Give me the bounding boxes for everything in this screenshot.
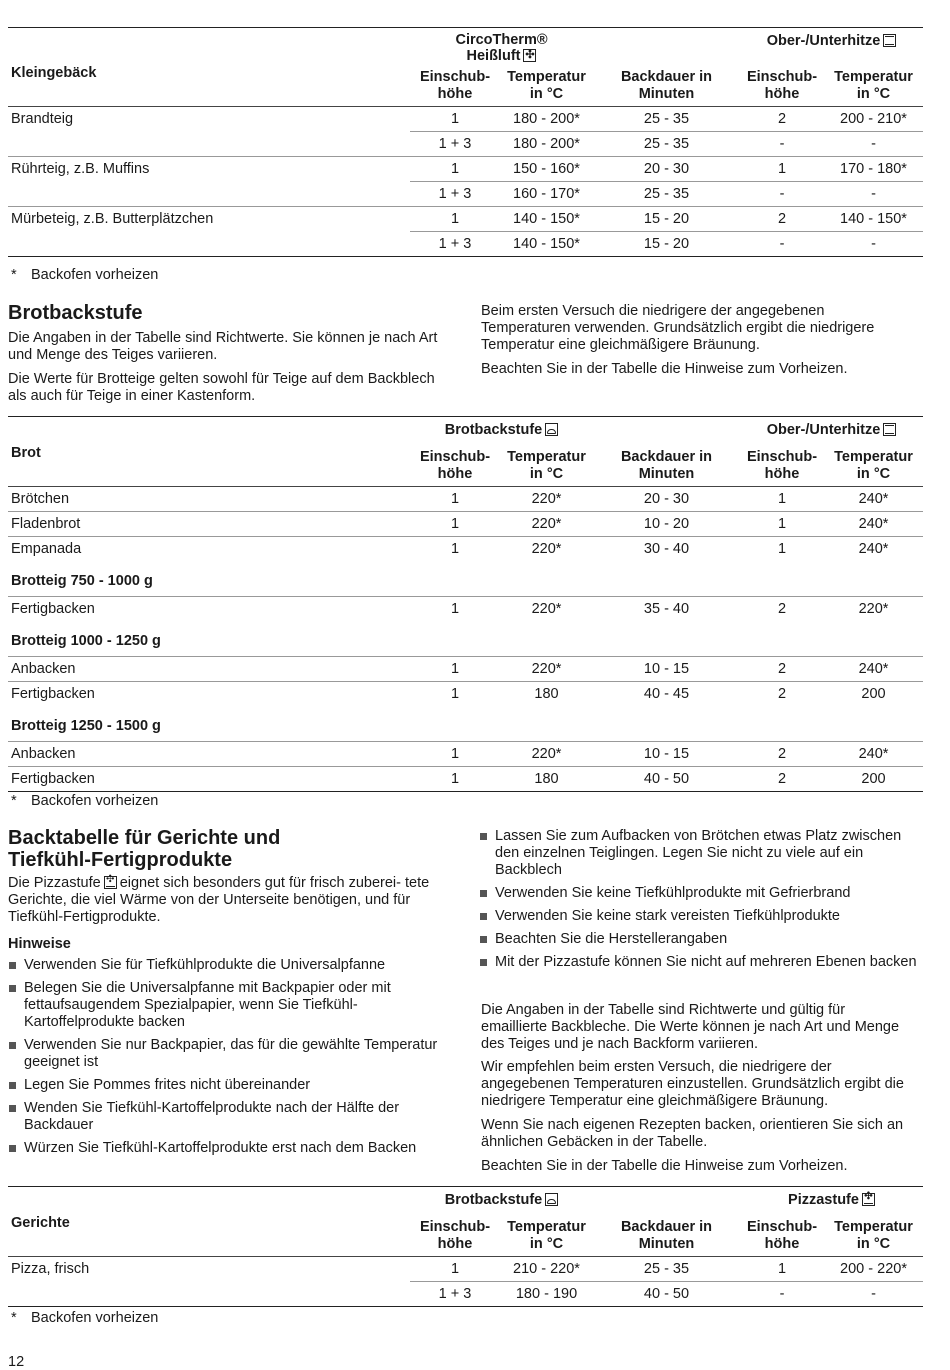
list-item: Verwenden Sie für Tiefkühlprodukte die Universalpfanne <box>8 957 453 974</box>
table-row: 1 + 3 180 - 200* 25 - 35 - - <box>8 132 923 157</box>
table-row: Empanada 1 220* 30 - 40 1 240* <box>8 537 923 562</box>
section-title-gerichte: Backtabelle für Gerichte und Tiefkühl-Fertigprodukte <box>8 827 281 871</box>
col-temperatur: Temperatur in °C <box>824 444 923 487</box>
col-temperatur: Temperatur in °C <box>500 444 593 487</box>
list-item: Belegen Sie die Universalpfanne mit Backpapier oder mit fettaufsaugendem Spezialpapier, wenn Sie Tiefkühl-Kartoffelprodukte backen <box>8 980 453 1031</box>
paragraph: Wir empfehlen beim ersten Versuch, die niedrigere der angegebenen Temperaturen einzustellen. Grundsätzlich ergibt die niedrigere Temperatur eine gleichmäßigere Bräunung. <box>481 1059 904 1109</box>
section-title-brotbackstufe: Brotbackstufe <box>8 302 143 324</box>
list-item: Verwenden Sie keine Tiefkühlprodukte mit Gefrierbrand <box>479 885 919 902</box>
table-row: Mürbeteig, z.B. Butterplätzchen 1 140 - 150* 15 - 20 2 140 - 150* <box>8 207 923 232</box>
table-row: Rührteig, z.B. Muffins 1 150 - 160* 20 - 30 1 170 - 180* <box>8 157 923 182</box>
list-item: Wenden Sie Tiefkühl-Kartoffelprodukte nach der Hälfte der Backdauer <box>8 1100 453 1134</box>
list-item: Mit der Pizzastufe können Sie nicht auf mehreren Ebenen backen <box>479 954 919 971</box>
col-einschub: Einschub- höhe <box>410 1214 500 1257</box>
col-backdauer: Backdauer in Minuten <box>593 64 740 107</box>
group-heading: Brotteig 1000 - 1250 g <box>11 633 161 649</box>
list-item: Verwenden Sie keine stark vereisten Tiefkühlprodukte <box>479 908 919 925</box>
category-header: Brot <box>8 444 410 487</box>
pizzastufe-icon <box>104 876 117 889</box>
pizzastufe-header: Pizzastufe✣ <box>740 1187 923 1215</box>
list-item: Beachten Sie die Herstellerangaben <box>479 931 919 948</box>
group-heading: Brotteig 750 - 1000 g <box>11 573 153 589</box>
ober-unterhitze-header: Ober-/Unterhitze <box>740 28 923 65</box>
col-backdauer: Backdauer in Minuten <box>593 1214 740 1257</box>
paragraph: Beim ersten Versuch die niedrigere der angegebenen Temperaturen verwenden. Grundsätzlich ergibt die niedrigere Temperatur eine gleichmäßigere Bräunung. <box>481 303 875 353</box>
brotbackstufe-icon <box>545 1193 558 1206</box>
table-row: Fertigbacken 1 180 40 - 45 2 200 <box>8 682 923 707</box>
footnote: * Backofen vorheizen <box>11 267 159 283</box>
list-item: Würzen Sie Tiefkühl-Kartoffelprodukte erst nach dem Backen <box>8 1140 453 1157</box>
table-row: Anbacken 1 220* 10 - 15 2 240* <box>8 742 923 767</box>
table-row: Pizza, frisch 1 210 - 220* 25 - 35 1 200 - 220* <box>11 1261 907 1278</box>
hinweise-heading: Hinweise <box>8 936 71 952</box>
table-row: Anbacken 1 220* 10 - 15 2 240* <box>8 657 923 682</box>
paragraph: Beachten Sie in der Tabelle die Hinweise zum Vorheizen. <box>481 1158 848 1174</box>
col-temperatur: Temperatur in °C <box>500 1214 593 1257</box>
col-temperatur: Temperatur in °C <box>824 64 923 107</box>
ober-unterhitze-icon <box>883 34 896 47</box>
paragraph: Beachten Sie in der Tabelle die Hinweise zum Vorheizen. <box>481 361 848 377</box>
list-item: Lassen Sie zum Aufbacken von Brötchen etwas Platz zwischen den einzelnen Teiglingen. Legen Sie nicht zu viele auf ein Backblech <box>479 828 919 879</box>
table-row: Brandteig 1 180 - 200* 25 - 35 2 200 - 210* <box>11 111 907 128</box>
col-backdauer: Backdauer in Minuten <box>593 444 740 487</box>
pizzastufe-icon <box>862 1193 875 1206</box>
hinweise-list-right <box>479 828 919 977</box>
col-einschub: Einschub- höhe <box>410 444 500 487</box>
footnote: * Backofen vorheizen <box>11 1310 159 1326</box>
col-einschub: Einschub- höhe <box>740 64 824 107</box>
ober-unterhitze-header: Ober-/Unterhitze <box>740 417 923 445</box>
paragraph: Die Angaben in der Tabelle sind Richtwerte. Sie können je nach Art und Menge des Teiges variieren. <box>8 330 438 363</box>
table-row: 1 + 3 140 - 150* 15 - 20 - - <box>8 232 923 257</box>
table-row: Brötchen 1 220* 20 - 30 1 240* <box>11 491 889 507</box>
group-heading: Brotteig 1250 - 1500 g <box>11 718 161 734</box>
brot-table <box>8 416 923 792</box>
brotbackstufe-icon <box>545 423 558 436</box>
hinweise-list-left <box>8 957 453 1163</box>
page-number: 12 <box>8 1354 25 1370</box>
col-einschub: Einschub- höhe <box>410 64 500 107</box>
col-temperatur: Temperatur in °C <box>500 64 593 107</box>
col-einschub: Einschub- höhe <box>740 444 824 487</box>
ober-unterhitze-icon <box>883 423 896 436</box>
table-row: Fertigbacken 1 180 40 - 50 2 200 <box>8 767 923 792</box>
brotbackstufe-header: Brotbackstufe <box>410 1187 593 1215</box>
circotherm-header: CircoTherm® Heißluft✣ <box>410 28 593 65</box>
list-item: Legen Sie Pommes frites nicht übereinander <box>8 1077 453 1094</box>
table-row: 1 + 3 180 - 190 40 - 50 - - <box>8 1282 923 1307</box>
brotbackstufe-header: Brotbackstufe <box>410 417 593 445</box>
footnote: * Backofen vorheizen <box>11 793 159 809</box>
list-item: Verwenden Sie nur Backpapier, das für die gewählte Temperatur geeignet ist <box>8 1037 453 1071</box>
heissluft-icon <box>523 49 536 62</box>
table-row: Fertigbacken 1 220* 35 - 40 2 220* <box>8 597 923 622</box>
paragraph: Wenn Sie nach eigenen Rezepten backen, orientieren Sie sich an ähnlichen Gebäcken in der Tabelle. <box>481 1117 904 1150</box>
paragraph: Die Werte für Brotteige gelten sowohl für Teige auf dem Backblech als auch für Teige in einer Kastenform. <box>8 371 435 404</box>
category-header: Gerichte <box>8 1214 410 1257</box>
table-row: 1 + 3 160 - 170* 25 - 35 - - <box>8 182 923 207</box>
paragraph: Die Angaben in der Tabelle sind Richtwerte und gültig für emaillierte Backbleche. Die Werte können je nach Art und Menge des Teiges und je nach Backform variieren. <box>481 1002 900 1052</box>
col-einschub: Einschub- höhe <box>740 1214 824 1257</box>
category-header: Kleingebäck <box>8 64 410 107</box>
col-temperatur: Temperatur in °C <box>824 1214 923 1257</box>
gerichte-table <box>8 1186 923 1307</box>
kleingebaeck-table <box>8 27 923 257</box>
paragraph: Die Pizzastufe✣ eignet sich besonders gut für frisch zuberei- tete Gerichte, die viel Wärme von der Unterseite benötigen, und für Tiefkühl-Fertigprodukte. <box>8 875 453 926</box>
table-row: Fladenbrot 1 220* 10 - 20 1 240* <box>8 512 923 537</box>
